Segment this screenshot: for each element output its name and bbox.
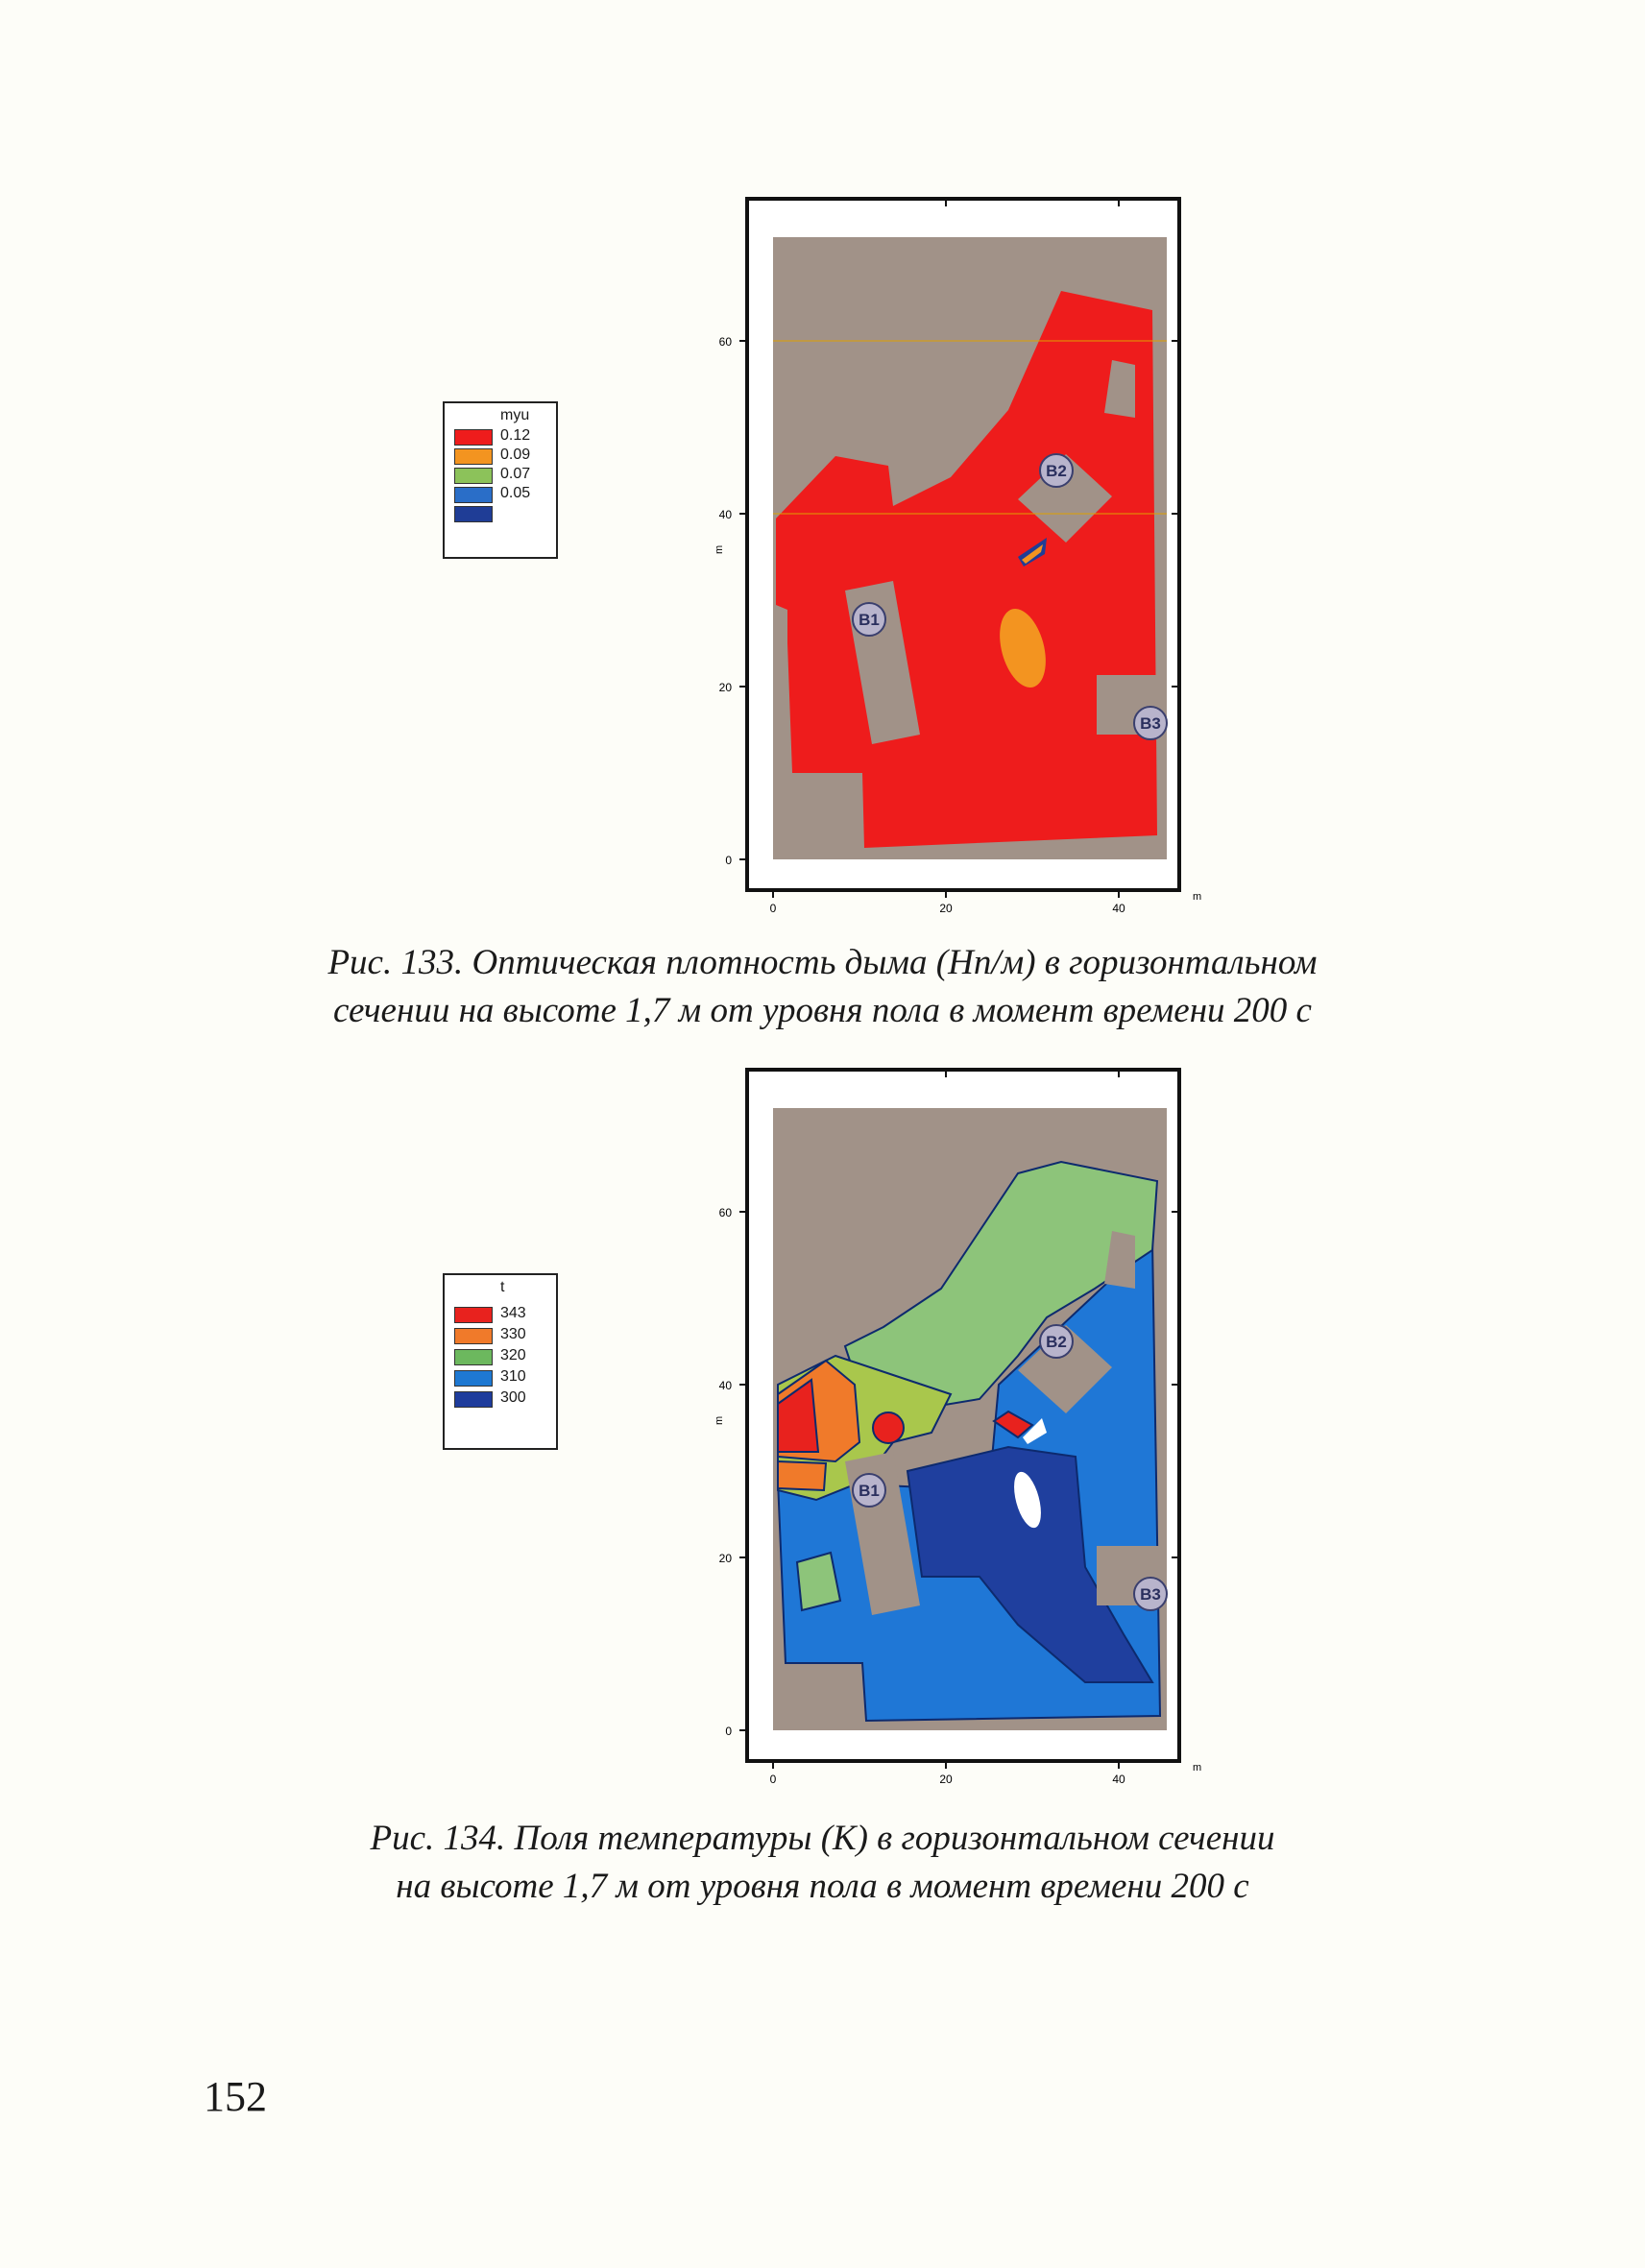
y-tick-label: 0 xyxy=(725,1725,732,1738)
label-b3 xyxy=(1134,707,1167,739)
legend-swatch xyxy=(454,1370,493,1387)
x-tick-label: 40 xyxy=(1112,1773,1125,1786)
label-b1 xyxy=(853,1474,885,1507)
label-b3 xyxy=(1134,1578,1167,1610)
x-axis-unit: m xyxy=(1193,891,1202,903)
x-tick-label: 20 xyxy=(939,902,953,915)
legend-swatch xyxy=(454,448,493,465)
legend-label: 0.09 xyxy=(500,446,531,463)
legend-swatch xyxy=(454,429,493,446)
legend-label: 320 xyxy=(500,1347,526,1363)
legend-entry xyxy=(454,503,598,522)
x-tick-label: 0 xyxy=(769,1773,777,1786)
figure-caption-134-line2: на высоте 1,7 м от уровня пола в момент времени 200 с xyxy=(396,1867,1249,1906)
legend-swatch xyxy=(454,1349,493,1365)
legend-swatch xyxy=(454,1391,493,1408)
legend-entry xyxy=(454,1388,598,1408)
y-axis-unit: m xyxy=(714,544,725,554)
x-tick-label: 40 xyxy=(1112,902,1125,915)
y-tick-label: 40 xyxy=(718,508,732,521)
legend-entry xyxy=(454,1325,598,1344)
figure-caption-134-line1: Рис. 134. Поля температуры (К) в горизонтальном сечении xyxy=(370,1819,1275,1858)
legend-entry xyxy=(454,484,598,503)
legend-swatch xyxy=(454,487,493,503)
y-axis-unit: m xyxy=(714,1415,725,1425)
legend-entry xyxy=(454,1367,598,1387)
smoke-density-plot xyxy=(701,197,1220,927)
label-b1 xyxy=(853,603,885,636)
y-tick-label: 20 xyxy=(718,1552,732,1565)
legend-fig133 xyxy=(443,401,558,559)
legend-label: 343 xyxy=(500,1305,526,1321)
legend-entry xyxy=(454,465,598,484)
x-axis-unit: m xyxy=(1193,1762,1202,1773)
page-number: 152 xyxy=(204,2073,267,2120)
legend-entry xyxy=(454,1304,598,1323)
legend-entry xyxy=(454,426,598,446)
legend-title: t xyxy=(500,1279,505,1295)
y-tick-label: 0 xyxy=(725,854,732,867)
legend-label: 300 xyxy=(500,1389,526,1406)
legend-entry xyxy=(454,1346,598,1365)
x-tick-label: 20 xyxy=(939,1773,953,1786)
y-tick-label: 20 xyxy=(718,681,732,694)
label-b2 xyxy=(1040,1325,1073,1358)
legend-title: myu xyxy=(500,407,530,423)
x-tick-label: 0 xyxy=(769,902,777,915)
legend-swatch xyxy=(454,1328,493,1344)
legend-label: 0.07 xyxy=(500,466,531,482)
legend-label: 330 xyxy=(500,1326,526,1342)
y-tick-label: 60 xyxy=(718,335,732,349)
svg-text:B1: B1 xyxy=(859,1482,880,1500)
legend-swatch xyxy=(454,1307,493,1323)
legend-label: 0.12 xyxy=(500,427,531,444)
legend-fig134 xyxy=(443,1273,558,1450)
y-tick-label: 60 xyxy=(718,1206,732,1219)
svg-text:B1: B1 xyxy=(859,611,880,629)
svg-text:B2: B2 xyxy=(1046,462,1067,480)
y-tick-label: 40 xyxy=(718,1379,732,1392)
figure-caption-133-line2: сечении на высоте 1,7 м от уровня пола в момент времени 200 с xyxy=(333,991,1312,1030)
svg-text:B3: B3 xyxy=(1140,714,1161,733)
svg-text:B2: B2 xyxy=(1046,1333,1067,1351)
legend-label: 310 xyxy=(500,1368,526,1385)
legend-label: 0.05 xyxy=(500,485,531,501)
figure-caption-133-line1: Рис. 133. Оптическая плотность дыма (Нп/м) в горизонтальном xyxy=(327,943,1318,982)
legend-swatch xyxy=(454,506,493,522)
temperature-field-plot xyxy=(701,1068,1220,1798)
legend-swatch xyxy=(454,468,493,484)
label-b2 xyxy=(1040,454,1073,487)
svg-text:B3: B3 xyxy=(1140,1585,1161,1604)
legend-entry xyxy=(454,446,598,465)
